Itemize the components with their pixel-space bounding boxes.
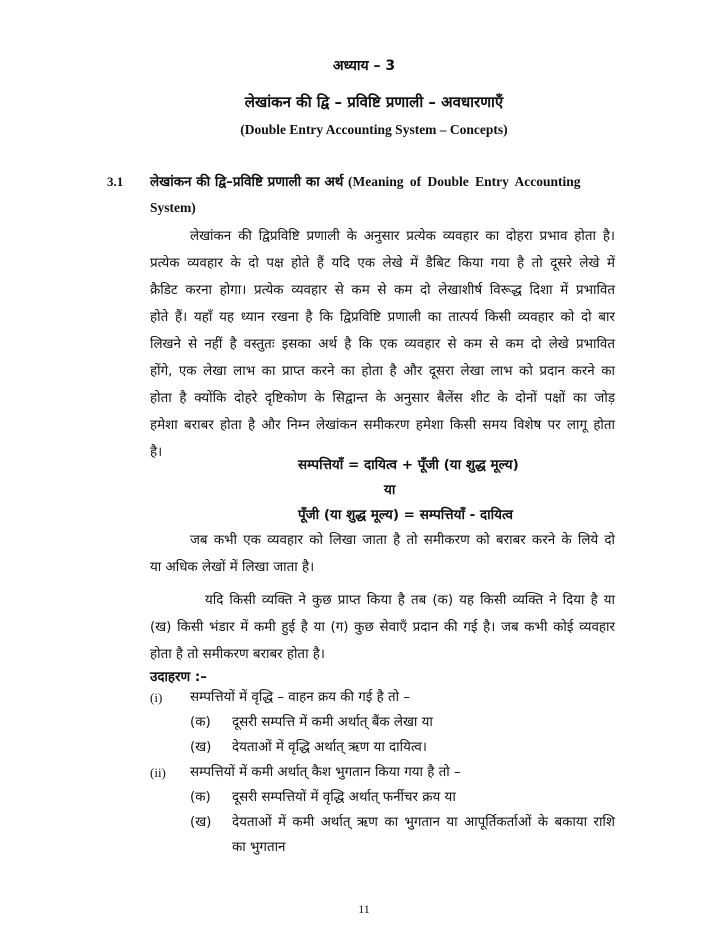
para3-line1: यदि किसी व्यक्ति ने कुछ प्राप्त किया है तब (क) यह किसी व्यक्ति ने दिया है या — [205, 593, 615, 608]
para2-line2: या अधिक लेखों में लिखा जाता है। — [150, 560, 315, 575]
equation-2: पूँजी (या शुद्ध मूल्य) = सम्पत्तियाँ - दायित्व — [298, 507, 514, 523]
example-item-1-text: सम्पत्तियों में वृद्धि – वाहन क्रय की गई है तो – — [190, 690, 411, 705]
para3-line2: (ख) किसी भंडार में कमी हुई है या (ग) कुछ सेवाएँ प्रदान की गई है। जब कभी कोई व्यवहार — [150, 620, 615, 635]
example-item-1-sub-2-marker: (ख) — [190, 740, 212, 755]
para1-line4: होते हैं। यहाँ यह ध्यान रखना है कि द्विप्रविष्टि प्रणाली का तात्पर्य किसी व्यवहार को दो बार — [150, 310, 615, 325]
section-heading-english-cont: System) — [150, 200, 196, 215]
para1-line5: लिखने से नहीं है वस्तुतः इसका अर्थ है कि एक व्यवहार से कम से कम दो लेखे प्रभावित — [150, 337, 615, 352]
para1-last-line: है। — [150, 445, 163, 460]
para1-line7: होता है क्योंकि दोहरे दृष्टिकोण के सिद्वान्त के अनुसार बैलेंस शीट के दोनों पक्षों का जोड़ — [150, 391, 615, 406]
para1-line1: लेखांकन की द्विप्रविष्टि प्रणाली के अनुसार प्रत्येक व्यवहार का दोहरा प्रभाव होता है। — [190, 229, 615, 244]
example-item-2-sub-2-text: देयताओं में कमी अर्थात् ऋण का भुगतान या आपूर्तिकर्ताओं के बकाया राशि — [232, 815, 615, 830]
example-item-2-marker: (ii) — [150, 765, 166, 780]
example-heading: उदाहरण :– — [150, 670, 207, 685]
equation-1: सम्पत्तियाँ = दायित्व + पूँजी (या शुद्ध मूल्य) — [298, 457, 519, 473]
section-heading-english: (Meaning of Double Entry Accounting — [348, 174, 581, 189]
para1-line8: हमेशा बराबर होता है और निम्न लेखांकन समीकरण हमेशा किसी समय विशेष पर लागू होता — [150, 418, 615, 433]
example-item-2-sub-1-marker: (क) — [190, 790, 211, 805]
para3-line3: होता है तो समीकरण बराबर होता है। — [150, 647, 325, 662]
chapter-title-english: (Double Entry Accounting System – Concepts) — [240, 122, 508, 137]
example-item-1-sub-2-text: देयताओं में वृद्धि अर्थात् ऋण या दायित्व। — [232, 740, 427, 755]
example-item-2-sub-1-text: दूसरी सम्पत्तियों में वृद्धि अर्थात् फर्नीचर क्रय या — [232, 790, 456, 805]
example-item-2-sub-2-marker: (ख) — [190, 815, 212, 830]
chapter-label: अध्याय – 3 — [332, 58, 396, 74]
equation-or: या — [384, 482, 396, 498]
example-item-2-text: सम्पत्तियों में कमी अर्थात् कैश भुगतान किया गया है तो – — [190, 765, 461, 780]
example-item-1-sub-1-marker: (क) — [190, 715, 211, 730]
page-number: 11 — [358, 902, 370, 916]
section-number: 3.1 — [107, 174, 124, 189]
example-item-2-sub-2-text-cont: का भुगतान — [232, 840, 286, 855]
section-heading-hindi: लेखांकन की द्वि–प्रविष्टि प्रणाली का अर्थ — [150, 174, 344, 190]
para1-line3: क्रैडिट करना होगा। प्रत्येक व्यवहार से कम से कम दो लेखाशीर्ष विरूद्ध दिशा में प्रभावित — [150, 283, 615, 298]
para1-line6: होंगे, एक लेखा लाभ का प्राप्त करने का होता है और दूसरा लेखा लाभ को प्रदान करने का — [150, 364, 615, 379]
para1-line2: प्रत्येक व्यवहार के दो पक्ष होते हैं यदि एक लेखे में डैबिट किया गया है तो दूसरे लेखे में — [150, 256, 615, 271]
para2-line1: जब कभी एक व्यवहार को लिखा जाता है तो समीकरण को बराबर करने के लिये दो — [190, 533, 615, 548]
example-item-1-sub-1-text: दूसरी सम्पत्ति में कमी अर्थात् बैंक लेखा या — [232, 715, 433, 730]
chapter-title-hindi: लेखांकन की द्वि – प्रविष्टि प्रणाली – अवधारणाएँ — [244, 93, 504, 111]
example-item-1-marker: (i) — [150, 690, 163, 705]
